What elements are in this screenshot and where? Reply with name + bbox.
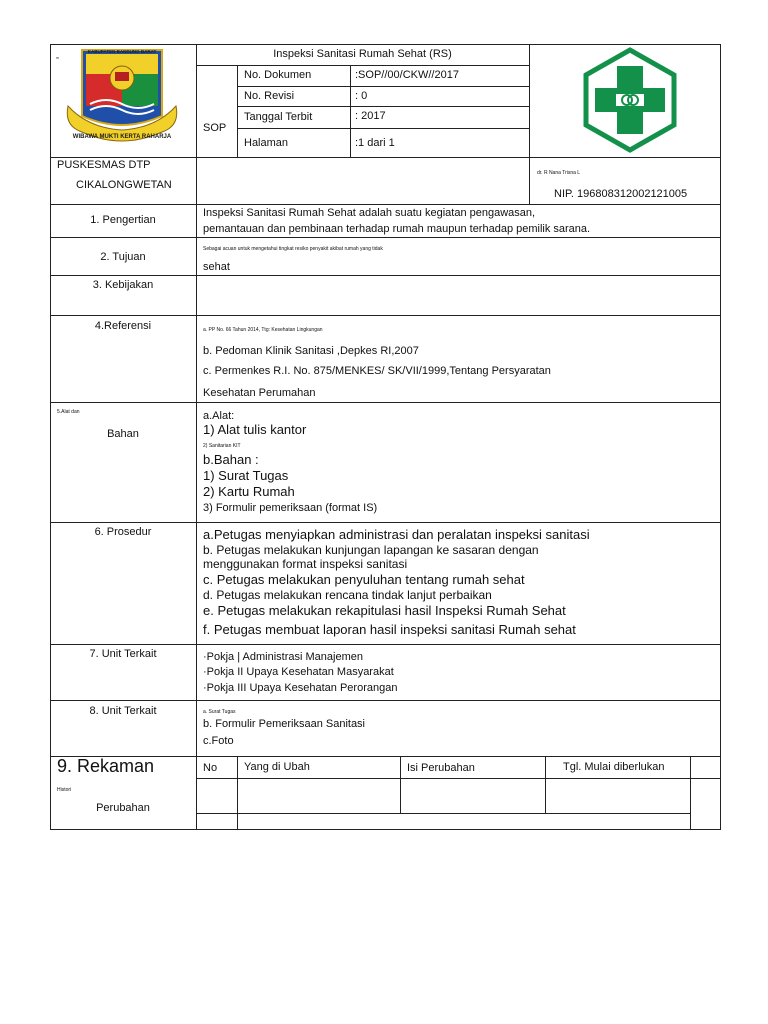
section-rekaman-label: 9. Rekaman	[57, 756, 155, 776]
puskesmas-health-logo	[576, 46, 684, 154]
divider	[400, 756, 401, 813]
divider	[50, 157, 721, 158]
prosedur-step-f: f. Petugas membuat laporan hasil inspeksi sanitasi Rumah sehat	[203, 622, 576, 637]
rekaman-col-yang-diubah: Yang di Ubah	[244, 761, 310, 773]
referensi-item-a: a. PP No. 66 Tahun 2014, Ttg: Kesehatan Lingkungan	[203, 327, 323, 333]
section-tujuan-label: 2. Tujuan	[100, 251, 146, 263]
issue-date-label: Tanggal Terbit	[244, 111, 313, 123]
divider	[50, 204, 721, 205]
rekaman-small-label: Histori	[57, 787, 72, 793]
divider	[50, 237, 721, 238]
alat-item-1: 1) Alat tulis kantor	[203, 422, 307, 437]
section-pengertian-label: 1. Pengertian	[90, 214, 156, 226]
bahan-item-3: 3) Formulir pemeriksaan (format IS)	[203, 502, 378, 514]
pengertian-text-line1: Inspeksi Sanitasi Rumah Sehat adalah suatu kegiatan pengawasan,	[203, 207, 536, 219]
alat-heading: a.Alat:	[203, 410, 235, 422]
divider	[690, 756, 691, 830]
tujuan-small-text: Sebagai acuan untuk mengetahui tingkat resiko penyakit akibat rumah yang tidak	[203, 246, 383, 252]
org-location: CIKALONGWETAN	[76, 179, 172, 191]
referensi-item-c-cont: Kesehatan Perumahan	[203, 387, 316, 399]
rekaman-col-isi-perubahan: Isi Perubahan	[407, 762, 475, 774]
bahan-item-2: 2) Kartu Rumah	[203, 484, 295, 499]
section-bahan-small-label: 5.Alat dan	[57, 409, 80, 415]
divider	[237, 106, 529, 107]
section-prosedur-label: 6. Prosedur	[94, 526, 152, 538]
rekaman-col-tgl-mulai: Tgl. Mulai diberlukan	[563, 761, 665, 773]
tujuan-text: sehat	[203, 261, 230, 273]
rekaman-perubahan-label: Perubahan	[96, 802, 150, 814]
unit8-item-2: b. Formulir Pemeriksaan Sanitasi	[203, 718, 366, 730]
org-name: PUSKESMAS DTP	[57, 159, 151, 171]
document-title: Inspeksi Sanitasi Rumah Sehat (RS)	[273, 48, 452, 60]
divider	[237, 128, 529, 129]
section-referensi-label: 4.Referensi	[94, 320, 152, 332]
alat-item-2: 2) Sanitarian KIT	[203, 443, 241, 449]
divider	[196, 65, 529, 66]
divider	[196, 204, 197, 830]
section-unit-terkait-7-label: 7. Unit Terkait	[89, 648, 157, 660]
prosedur-step-c: c. Petugas melakukan penyuluhan tentang rumah sehat	[203, 572, 525, 587]
prosedur-step-e: e. Petugas melakukan rekapitulasi hasil Inspeksi Rumah Sehat	[203, 603, 566, 618]
divider	[50, 275, 721, 276]
divider	[50, 522, 721, 523]
sop-label: SOP	[203, 122, 227, 134]
referensi-item-c: c. Permenkes R.I. No. 875/MENKES/ SK/VII/1999,Tentang Persyaratan	[203, 365, 551, 377]
divider	[50, 644, 721, 645]
divider	[196, 778, 721, 779]
bahan-item-1: 1) Surat Tugas	[203, 468, 289, 483]
prosedur-step-d: d. Petugas melakukan rencana tindak lanjut perbaikan	[203, 588, 492, 602]
rekaman-col-no: No	[203, 762, 218, 774]
section-kebijakan-label: 3. Kebijakan	[92, 279, 154, 291]
divider	[50, 700, 721, 701]
prosedur-step-b: b. Petugas melakukan kunjungan lapangan ke sasaran dengan	[203, 543, 539, 557]
signer-name: dr. R Nana Trisna L	[537, 170, 581, 176]
section-bahan-label: Bahan	[107, 428, 139, 440]
emblem-motto: WIBAWA MUKTI KERTA RAHARJA	[72, 134, 172, 140]
divider	[196, 813, 690, 814]
divider	[50, 402, 721, 403]
divider	[50, 315, 721, 316]
divider	[237, 756, 238, 830]
page-label: Halaman	[244, 137, 289, 149]
regency-emblem-logo	[60, 46, 184, 152]
divider	[350, 65, 351, 157]
divider	[196, 44, 197, 204]
signer-nip: NIP. 196808312002121005	[554, 188, 688, 200]
divider	[529, 44, 530, 204]
unit7-item-3: ·Pokja III Upaya Kesehatan Perorangan	[203, 682, 398, 694]
section-unit-terkait-8-label: 8. Unit Terkait	[89, 705, 157, 717]
corner-mark: ᵐ	[56, 56, 59, 62]
doc-number-label: No. Dokumen	[244, 69, 312, 81]
referensi-item-b: b. Pedoman Klinik Sanitasi ,Depkes RI,2007	[203, 345, 419, 357]
emblem-top-text: KABUPATEN BANDUNG BARAT	[87, 49, 157, 54]
bahan-heading: b.Bahan :	[203, 452, 259, 467]
issue-date-value: : 2017	[355, 110, 386, 122]
divider	[545, 756, 546, 813]
unit7-item-2: ·Pokja II Upaya Kesehatan Masyarakat	[203, 666, 394, 678]
prosedur-step-b-cont: menggunakan format inspeksi sanitasi	[203, 557, 408, 571]
doc-number-value: :SOP//00/CKW//2017	[355, 69, 459, 81]
unit8-item-3: c.Foto	[203, 735, 234, 747]
divider	[237, 86, 529, 87]
prosedur-step-a: a.Petugas menyiapkan administrasi dan peralatan inspeksi sanitasi	[203, 527, 590, 542]
divider	[237, 65, 238, 157]
unit7-item-1: ·Pokja | Administrasi Manajemen	[203, 651, 363, 663]
revision-label: No. Revisi	[244, 90, 295, 102]
page-value: :1 dari 1	[355, 137, 395, 149]
pengertian-text-line2: pemantauan dan pembinaan terhadap rumah maupun terhadap pemilik sarana.	[203, 223, 591, 235]
revision-value: : 0	[355, 90, 368, 102]
unit8-item-1: a. Surat Tugas	[203, 709, 236, 715]
